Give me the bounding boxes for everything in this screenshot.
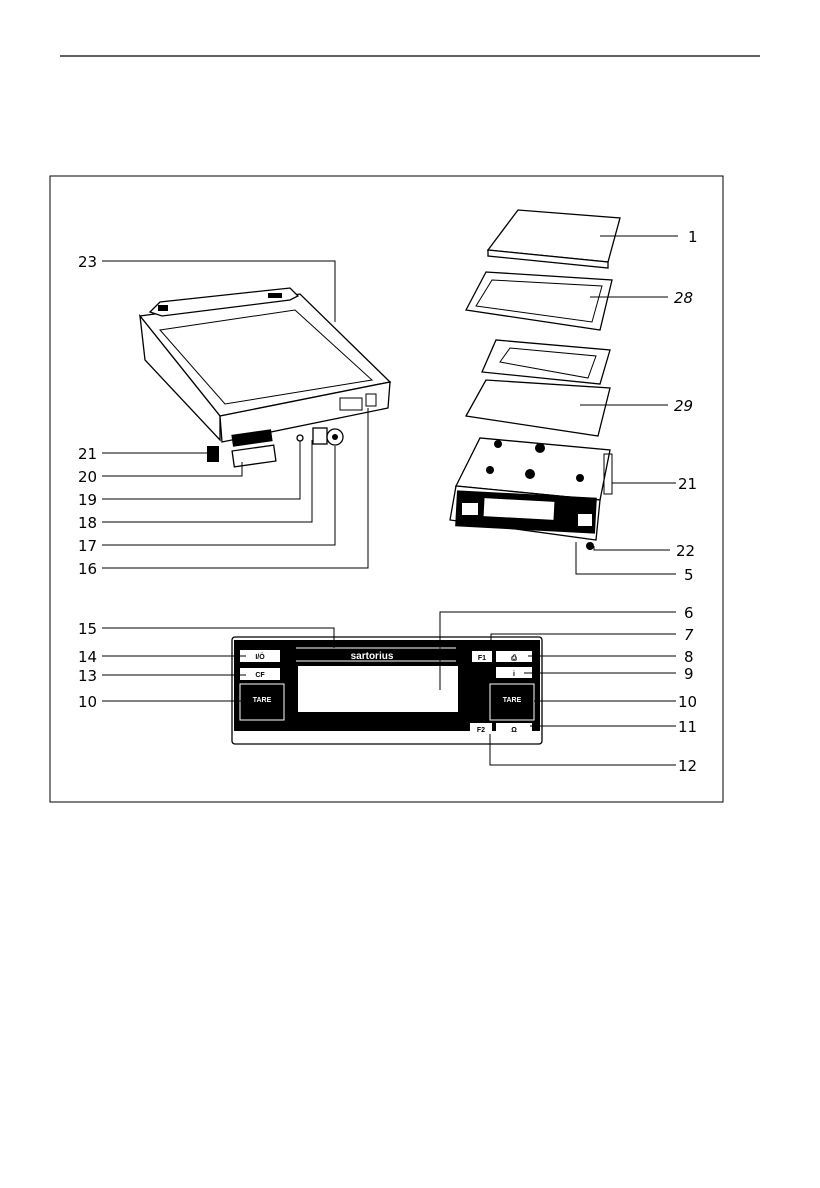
callout-5: 5 — [684, 566, 694, 584]
f1-key-label: F1 — [477, 655, 487, 662]
callout-8: 8 — [684, 648, 694, 666]
callout-17: 17 — [78, 537, 98, 555]
tare-key-right-label: TARE — [502, 697, 522, 704]
callout-21-left: 21 — [78, 445, 98, 463]
on-off-key-label: I/Ö — [255, 654, 265, 661]
callout-6: 6 — [684, 604, 694, 622]
callout-21-right: 21 — [678, 475, 698, 493]
callout-23: 23 — [78, 253, 98, 271]
callout-16: 16 — [78, 560, 98, 578]
callout-7: 7 — [684, 626, 694, 644]
callout-15: 15 — [78, 620, 98, 638]
front-control-panel — [232, 637, 542, 744]
info-key-label: i — [513, 671, 515, 678]
cal-key-label: Ω — [511, 727, 517, 734]
callout-12: 12 — [678, 757, 698, 775]
callout-11: 11 — [678, 718, 698, 736]
balance-exploded-view — [450, 210, 620, 550]
print-key-label: ⎙ — [511, 655, 517, 662]
display-window — [298, 666, 458, 712]
f2-key-label: F2 — [476, 727, 486, 734]
callout-1: 1 — [688, 228, 698, 246]
callout-20: 20 — [78, 468, 98, 486]
callout-10-left: 10 — [78, 693, 98, 711]
balance-rear-view — [140, 288, 390, 467]
callout-29: 29 — [674, 397, 694, 415]
callout-22: 22 — [676, 542, 696, 560]
callout-28: 28 — [674, 289, 694, 307]
callout-18: 18 — [78, 514, 98, 532]
callout-14: 14 — [78, 648, 98, 666]
callout-10-right: 10 — [678, 693, 698, 711]
cf-key-label: CF — [255, 672, 265, 679]
brand-logo: sartorius — [350, 651, 394, 662]
callout-13: 13 — [78, 667, 98, 685]
callout-19: 19 — [78, 491, 98, 509]
callout-9: 9 — [684, 665, 694, 683]
tare-key-left-label: TARE — [252, 697, 272, 704]
